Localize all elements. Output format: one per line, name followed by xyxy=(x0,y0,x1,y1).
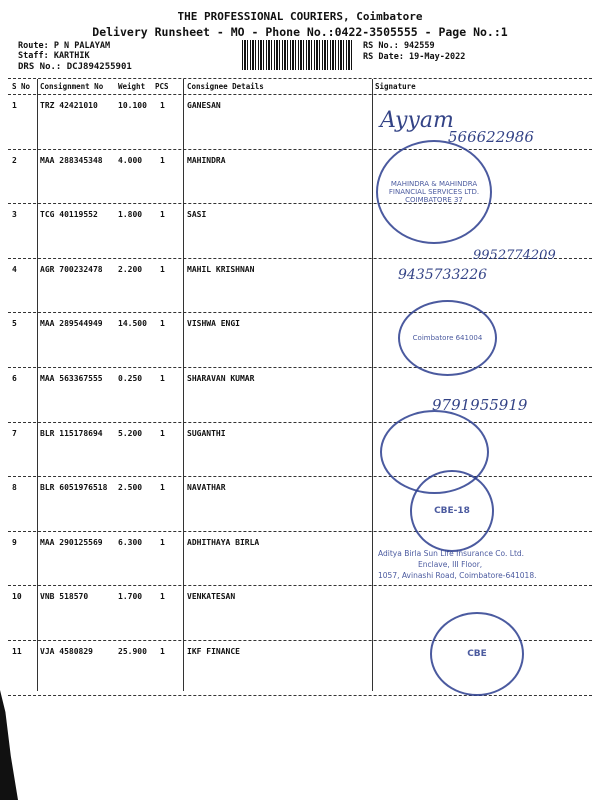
col-sno: S No xyxy=(12,82,31,91)
header-bottom-rule xyxy=(8,94,592,95)
col-signature: Signature xyxy=(375,82,416,91)
column-divider xyxy=(372,79,373,691)
document-subtitle: Delivery Runsheet - MO - Phone No.:0422-3505555 - Page No.:1 xyxy=(92,25,508,39)
row-consignee: NAVATHAR xyxy=(187,483,226,492)
row-pcs: 1 xyxy=(160,647,165,656)
row-consignment-no: MAA 563367555 xyxy=(40,374,103,383)
row-pcs: 1 xyxy=(160,319,165,328)
column-divider xyxy=(183,79,184,691)
row-sno: 3 xyxy=(12,210,17,219)
handwritten-phone: 9952774209 xyxy=(473,248,556,263)
row-pcs: 1 xyxy=(160,156,165,165)
row-consignee: VISHWA ENGI xyxy=(187,319,240,328)
header-rule xyxy=(8,78,592,79)
stamp-line: 1057, Avinashi Road, Coimbatore-641018. xyxy=(378,571,537,580)
row-consignment-no: AGR 700232478 xyxy=(40,265,103,274)
row-sno: 8 xyxy=(12,483,17,492)
row-consignment-no: BLR 115178694 xyxy=(40,429,103,438)
row-consignee: ADHITHAYA BIRLA xyxy=(187,538,260,547)
col-consignment: Consignment No xyxy=(40,82,104,91)
company-seal: CBE xyxy=(430,612,524,696)
company-stamp xyxy=(378,548,578,581)
row-sno: 4 xyxy=(12,265,17,274)
company-seal: MAHINDRA & MAHINDRA FINANCIAL SERVICES LTD. COIMBATORE 37 xyxy=(376,140,492,244)
row-sno: 7 xyxy=(12,429,17,438)
row-consignee: MAHINDRA xyxy=(187,156,226,165)
row-pcs: 1 xyxy=(160,374,165,383)
row-consignee: IKF FINANCE xyxy=(187,647,240,656)
col-weight: Weight xyxy=(118,82,146,91)
row-sno: 9 xyxy=(12,538,17,547)
row-divider xyxy=(8,203,592,204)
row-sno: 1 xyxy=(12,101,17,110)
row-divider xyxy=(8,312,592,313)
row-consignee: SUGANTHI xyxy=(187,429,226,438)
row-pcs: 1 xyxy=(160,538,165,547)
row-pcs: 1 xyxy=(160,429,165,438)
row-sno: 10 xyxy=(12,592,22,601)
company-seal: Coimbatore 641004 xyxy=(398,300,497,376)
staff-label: Staff: KARTHIK xyxy=(18,51,90,61)
row-weight: 14.500 xyxy=(118,319,147,328)
row-weight: 1.800 xyxy=(118,210,143,219)
row-divider xyxy=(8,695,592,696)
row-weight: 25.900 xyxy=(118,647,147,656)
row-weight: 1.700 xyxy=(118,592,143,601)
document-title: THE PROFESSIONAL COURIERS, Coimbatore xyxy=(177,10,423,23)
row-weight: 2.500 xyxy=(118,483,143,492)
row-consignment-no: TRZ 42421010 xyxy=(40,101,98,110)
row-pcs: 1 xyxy=(160,483,165,492)
row-pcs: 1 xyxy=(160,592,165,601)
row-divider xyxy=(8,422,592,423)
column-divider xyxy=(37,79,38,691)
row-sno: 6 xyxy=(12,374,17,383)
row-consignment-no: VJA 4580829 xyxy=(40,647,93,656)
row-weight: 6.300 xyxy=(118,538,143,547)
row-pcs: 1 xyxy=(160,265,165,274)
row-weight: 0.250 xyxy=(118,374,143,383)
row-divider xyxy=(8,531,592,532)
row-weight: 5.200 xyxy=(118,429,143,438)
drs-number: DRS No.: DCJ894255901 xyxy=(18,62,132,72)
row-consignee: SHARAVAN KUMAR xyxy=(187,374,255,383)
company-seal: CBE-18 xyxy=(410,470,494,552)
row-weight: 2.200 xyxy=(118,265,143,274)
col-pcs: PCS xyxy=(155,82,169,91)
rs-date: RS Date: 19-May-2022 xyxy=(363,52,466,62)
row-consignment-no: MAA 288345348 xyxy=(40,156,103,165)
row-consignment-no: MAA 289544949 xyxy=(40,319,103,328)
row-consignment-no: BLR 6051976518 xyxy=(40,483,108,492)
row-consignment-no: TCG 40119552 xyxy=(40,210,98,219)
scan-edge-shadow xyxy=(0,690,18,800)
row-divider xyxy=(8,149,592,150)
row-consignee: MAHIL KRISHNAN xyxy=(187,265,255,274)
row-consignment-no: VNB 518570 xyxy=(40,592,89,601)
row-divider xyxy=(8,476,592,477)
row-divider xyxy=(8,367,592,368)
barcode xyxy=(242,40,354,70)
handwritten-phone: 9791955919 xyxy=(432,396,528,414)
row-weight: 10.100 xyxy=(118,101,147,110)
row-consignment-no: MAA 290125569 xyxy=(40,538,103,547)
row-consignee: SASI xyxy=(187,210,207,219)
stamp-line: Enclave, III Floor, xyxy=(418,560,483,569)
handwritten-phone: 566622986 xyxy=(448,128,534,146)
route-label: Route: P N PALAYAM xyxy=(18,41,111,51)
row-consignee: VENKATESAN xyxy=(187,592,236,601)
row-weight: 4.000 xyxy=(118,156,143,165)
row-pcs: 1 xyxy=(160,101,165,110)
signature-scribble: Ayyam xyxy=(380,108,454,133)
row-sno: 5 xyxy=(12,319,17,328)
row-sno: 2 xyxy=(12,156,17,165)
row-divider xyxy=(8,585,592,586)
col-consignee: Consignee Details xyxy=(187,82,264,91)
row-consignee: GANESAN xyxy=(187,101,221,110)
row-pcs: 1 xyxy=(160,210,165,219)
rs-number: RS No.: 942559 xyxy=(363,41,435,51)
row-sno: 11 xyxy=(12,647,22,656)
handwritten-phone: 9435733226 xyxy=(398,267,488,283)
stamp-line: Aditya Birla Sun Life Insurance Co. Ltd. xyxy=(378,549,525,558)
